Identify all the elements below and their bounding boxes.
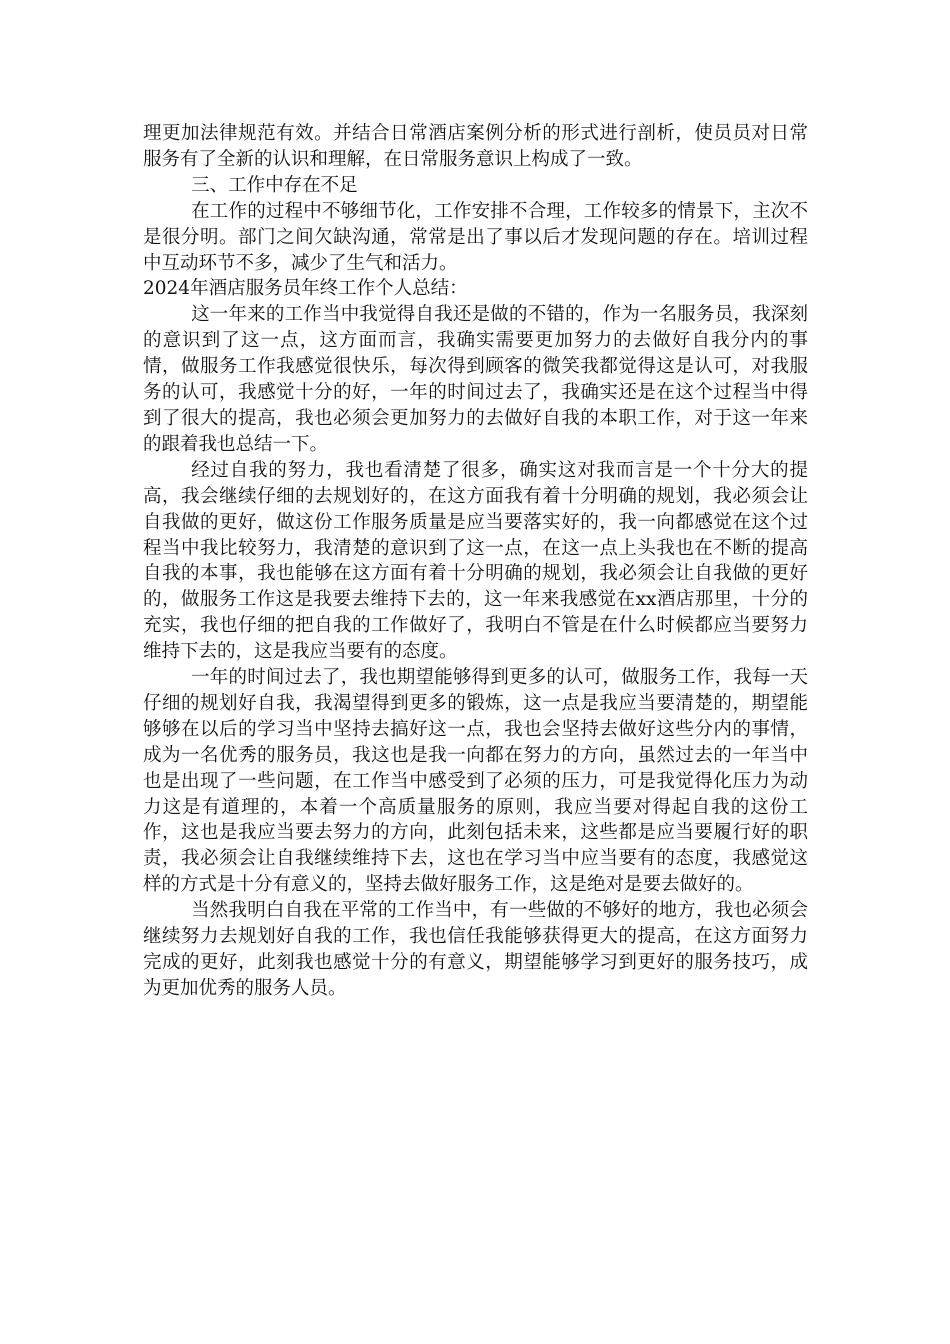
- paragraph-self-effort: 经过自我的努力，我也看清楚了很多，确实这对我而言是一个十分大的提高，我会继续仔细的去规划好的，在这方面我有着十分明确的规划，我必须会让自我做的更好，做这份工作服务质量是应当要落实好的，我一向都感觉在这个过程当中我比较努力，我清楚的意识到了这一点，在这一点上头我也在不断的提高自我的本事，我也能够在这方面有着十分明确的规划，我必须会让自我做的更好的，做服务工作这是我要去维持下去的，这一年来我感觉在xx酒店那里，十分的充实，我也仔细的把自我的工作做好了，我明白不管是在什么时候都应当要努力维持下去的，这是我应当要有的态度。: [143, 459, 808, 663]
- section-heading-shortcomings: 三、工作中存在不足: [191, 174, 358, 196]
- paragraph-year-review: 这一年来的工作当中我觉得自我还是做的不错的，作为一名服务员，我深刻的意识到了这一点，这方面而言，我确实需要更加努力的去做好自我分内的事情，做服务工作我感觉很快乐，每次得到顾客的微笑我都觉得这是认可，对我服务的认可，我感觉十分的好，一年的时间过去了，我确实还是在这个过程当中得到了很大的提高，我也必须会更加努力的去做好自我的本职工作，对于这一年来的跟着我也总结一下。: [143, 304, 808, 455]
- paragraph-future-goals: 一年的时间过去了，我也期望能够得到更多的认可，做服务工作，我每一天仔细的规划好自我，我渴望得到更多的锻炼，这一点是我应当要清楚的，期望能够够在以后的学习当中坚持去搞好这一点，我也会坚持去做好这些分内的事情，成为一名优秀的服务员，我这也是我一向都在努力的方向，虽然过去的一年当中也是出现了一些问题，在工作当中感受到了必须的压力，可是我觉得化压力为动力这是有道理的，本着一个高质量服务的原则，我应当要对得起自我的这份工作，这也是我应当要去努力的方向，此刻包括未来，这些都是应当要履行好的职责，我必须会让自我继续维持下去，这也在学习当中应当要有的态度，我感觉这样的方式是十分有意义的，坚持去做好服务工作，这是绝对是要去做好的。: [143, 667, 808, 896]
- summary-title: 2024年酒店服务员年终工作个人总结：: [143, 278, 468, 300]
- document-body: [143, 121, 808, 1002]
- paragraph-continuation: 理更加法律规范有效。并结合日常酒店案例分析的形式进行剖析，使员员对日常服务有了全新的认识和理解，在日常服务意识上构成了一致。: [143, 123, 808, 170]
- paragraph-shortcomings: 在工作的过程中不够细节化，工作安排不合理，工作较多的情景下，主次不是很分明。部门之间欠缺沟通，常常是出了事以后才发现问题的存在。培训过程中互动环节不多，减少了生气和活力。: [143, 200, 808, 274]
- paragraph-conclusion: 当然我明白自我在平常的工作当中，有一些做的不够好的地方，我也必须会继续努力去规划好自我的工作，我也信任我能够获得更大的提高，在这方面努力完成的更好，此刻我也感觉十分的有意义，期望能够学习到更好的服务技巧，成为更加优秀的服务人员。: [143, 900, 808, 999]
